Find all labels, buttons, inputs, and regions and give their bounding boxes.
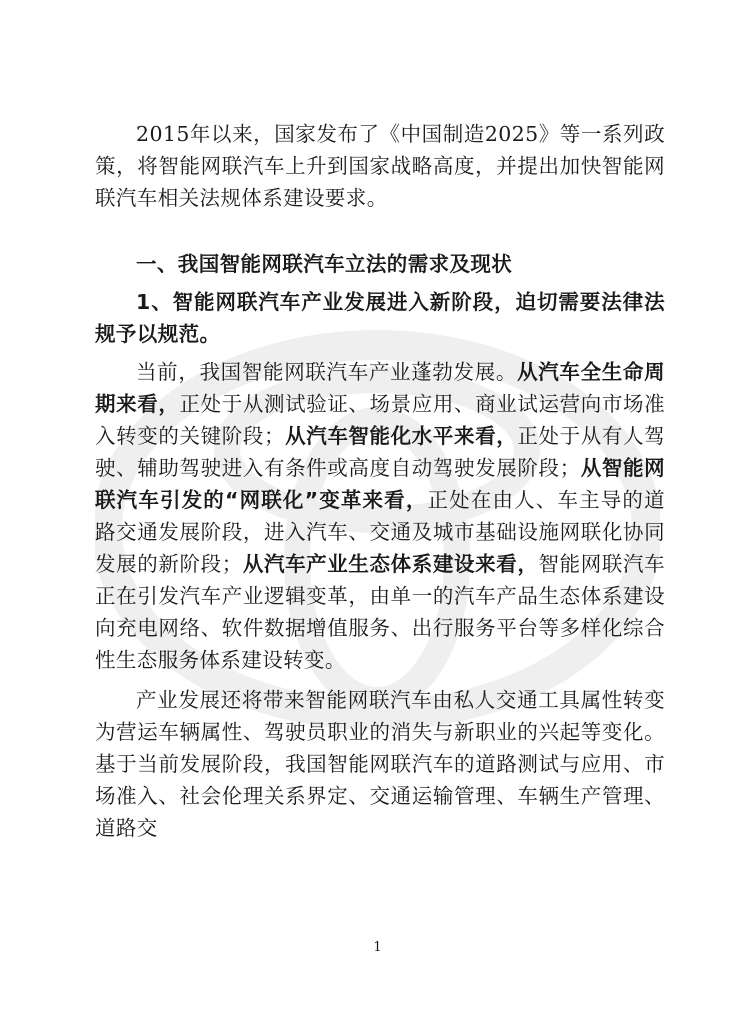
para1-lead: 当前，我国智能网联汽车产业蓬勃发展。: [136, 360, 518, 384]
para1-bold-4: 从汽车产业生态体系建设来看，: [242, 552, 539, 576]
para1-bold-3: 从智能网联汽车引发的“网联化”变革来看，: [95, 456, 665, 512]
para1-bold-2: 从汽车智能化水平来看，: [284, 424, 518, 448]
body-paragraph-1: [95, 356, 665, 676]
para1-text-4: 智能网联汽车正在引发汽车产业逻辑变革，由单一的汽车产品生态体系建设向充电网络、软件数据增值服务、出行服务平台等多样化综合性生态服务体系建设转变。: [95, 552, 665, 672]
para1-text-2: 正处于从有人驾驶、辅助驾驶进入有条件或高度自动驾驶发展阶段；: [95, 424, 665, 480]
page-number: 1: [373, 940, 382, 955]
para1-bold-1: 从汽车全生命周期来看，: [95, 360, 665, 416]
section-heading: 一、我国智能网联汽车立法的需求及现状: [136, 252, 513, 276]
para1-text-3: 正处在由人、车主导的道路交通发展阶段，进入汽车、交通及城市基础设施网联化协同发展的新阶段；: [95, 488, 665, 576]
document-page: [95, 118, 665, 852]
subsection-heading: 1、智能网联汽车产业发展进入新阶段，迫切需要法律法规予以规范。: [95, 290, 665, 346]
para1-text-1: 正处于从测试验证、场景应用、商业试运营向市场准入转变的关键阶段；: [95, 392, 665, 448]
intro-paragraph: 2015年以来，国家发布了《中国制造2025》等一系列政策，将智能网联汽车上升到国家战略高度，并提出加快智能网联汽车相关法规体系建设要求。: [95, 122, 665, 210]
body-paragraph-2: 产业发展还将带来智能网联汽车由私人交通工具属性转变为营运车辆属性、驾驶员职业的消失与新职业的兴起等变化。基于当前发展阶段，我国智能网联汽车的道路测试与应用、市场准入、社会伦理关系界定、交通运输管理、车辆生产管理、道路交: [95, 688, 665, 840]
